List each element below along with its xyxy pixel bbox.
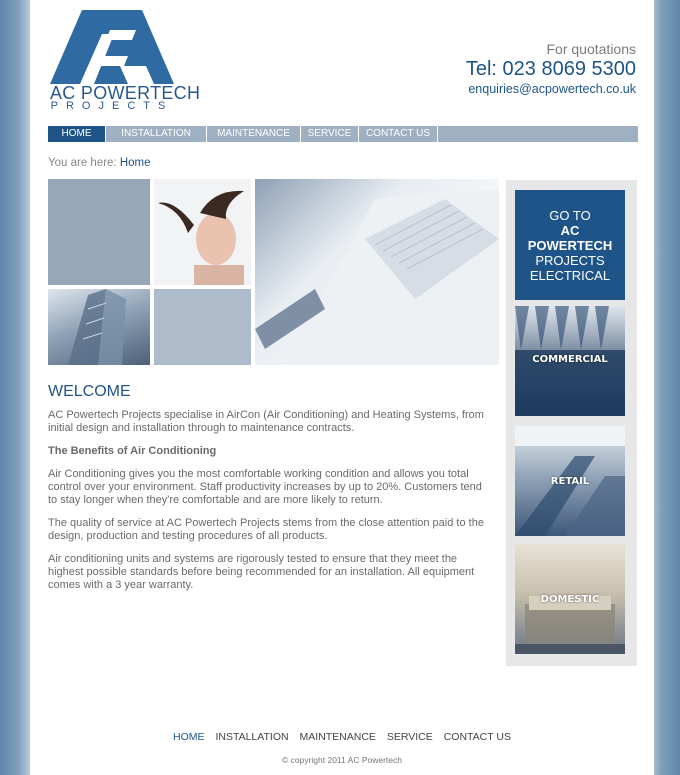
- footer-link-home[interactable]: HOME: [173, 731, 205, 743]
- main-nav: [48, 126, 638, 142]
- paragraph: Air Conditioning gives you the most comfortable working condition and allows you total control over your environment. Staff productivity increases by up to 20%. Customers tend to stay longer when they're comfortable and are more likely to return.: [48, 468, 482, 506]
- logo-text: AC POWERTECH: [50, 83, 201, 103]
- hero-tile-aircon-unit: [255, 179, 499, 365]
- nav-installation[interactable]: INSTALLATION: [106, 126, 207, 142]
- copyright: © copyright 2011 AC Powertech: [282, 755, 402, 765]
- breadcrumb-home-link[interactable]: Home: [119, 157, 151, 169]
- nav-home[interactable]: HOME: [48, 126, 106, 142]
- nav-service[interactable]: SERVICE: [301, 126, 359, 142]
- email-link[interactable]: enquiries@acpowertech.co.uk: [468, 82, 636, 96]
- page-title: WELCOME: [48, 383, 131, 400]
- domestic-link[interactable]: [515, 544, 625, 654]
- hero-collage: [48, 179, 499, 365]
- sidebar: [506, 180, 637, 666]
- retail-link[interactable]: [515, 426, 625, 536]
- phone-number: Tel: 023 8069 5300: [465, 58, 636, 80]
- retail-label: RETAIL: [550, 476, 590, 487]
- intro-text: AC Powertech Projects specialise in AirCon (Air Conditioning) and Heating Systems, from initial design and installation through to maintenance contracts.: [48, 409, 484, 434]
- goto-line4: PROJECTS: [535, 253, 605, 268]
- breadcrumb-prefix: You are here:: [48, 157, 117, 169]
- goto-line5: ELECTRICAL: [529, 268, 611, 283]
- domestic-label: DOMESTIC: [540, 594, 600, 605]
- nav-contact-us[interactable]: CONTACT US: [359, 126, 438, 142]
- commercial-label: COMMERCIAL: [532, 354, 608, 365]
- benefits-heading: The Benefits of Air Conditioning: [48, 445, 217, 457]
- paragraph: The quality of service at AC Powertech Projects stems from the close attention paid to the design, production and testing procedures of all products.: [48, 517, 484, 542]
- breadcrumb: [48, 157, 151, 169]
- footer-link-contact-us[interactable]: CONTACT US: [443, 731, 511, 743]
- footer-link-service[interactable]: SERVICE: [386, 731, 433, 743]
- goto-line1: GO TO: [549, 208, 591, 223]
- main-content: [48, 409, 488, 602]
- commercial-link[interactable]: [515, 306, 625, 416]
- page: [30, 0, 654, 775]
- hero-tile-plain: [48, 179, 150, 285]
- hero-tile-building: [48, 289, 150, 365]
- footer-link-installation[interactable]: INSTALLATION: [215, 731, 289, 743]
- footer-nav: [30, 731, 654, 743]
- quotations-label: For quotations: [546, 41, 636, 57]
- nav-maintenance[interactable]: MAINTENANCE: [207, 126, 301, 142]
- footer-link-maintenance[interactable]: MAINTENANCE: [299, 731, 376, 743]
- goto-line2: AC: [560, 223, 580, 238]
- electrical-link-button[interactable]: [515, 190, 625, 300]
- hero-tile-blue: [154, 289, 251, 365]
- logo-subtext: PROJECTS: [50, 100, 174, 112]
- hero-tile-woman: [154, 179, 251, 285]
- paragraph: Air conditioning units and systems are rigorously tested to ensure that they meet the highest possible standards before being recommended for an installation. All equipment comes with a 3 year warranty.: [48, 553, 475, 591]
- goto-line3: POWERTECH: [527, 238, 613, 253]
